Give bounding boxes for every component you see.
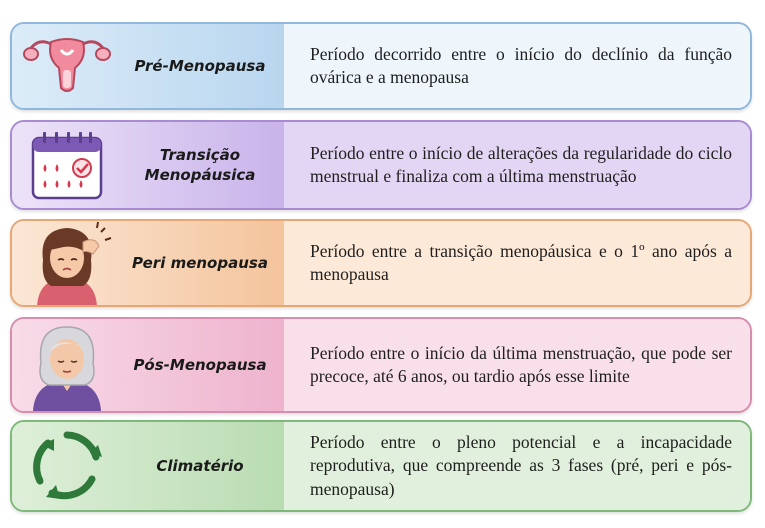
phase-row-peri-menopausa xyxy=(10,219,752,307)
phase-description xyxy=(284,319,750,411)
phase-label-panel xyxy=(12,24,284,108)
phase-label-panel xyxy=(12,319,284,411)
phase-label xyxy=(122,145,284,186)
phase-row-pre-menopausa xyxy=(10,22,752,110)
phase-description xyxy=(284,24,750,108)
phase-label: Peri menopausa xyxy=(132,253,268,272)
phase-label-line: Transição xyxy=(159,145,241,164)
phase-label-panel xyxy=(12,221,284,305)
phase-label: Pré-Menopausa xyxy=(134,56,266,75)
phase-label: Climatério xyxy=(156,456,244,475)
phase-description-text: Período decorrido entre o início do declínio da função ovárica e a menopausa xyxy=(310,43,732,87)
phase-label-panel xyxy=(12,422,284,510)
phase-row-transicao-menopausica xyxy=(10,120,752,210)
phase-description xyxy=(284,221,750,305)
phase-description-text: Período entre o início da última menstruação, que pode ser precoce, até 6 anos, ou tardio após esse limite xyxy=(310,342,732,386)
calendar-icon xyxy=(12,122,122,208)
phase-row-pos-menopausa xyxy=(10,317,752,413)
phase-label-line: Menopáusica xyxy=(144,166,256,184)
woman-headache-icon xyxy=(12,221,122,305)
phase-description xyxy=(284,122,750,208)
phase-description-text: Período entre o pleno potencial e a incapacidade reprodutiva, que compreende as 3 fases (pré, peri e pós-menopausa) xyxy=(310,432,732,499)
older-woman-icon xyxy=(12,319,122,411)
phase-label: Pós-Menopausa xyxy=(133,355,267,374)
phase-description-text: Período entre a transição menopáusica e o 1º ano após a menopausa xyxy=(310,240,732,284)
uterus-icon xyxy=(12,24,122,108)
cycle-arrows-icon xyxy=(12,422,122,510)
phase-label-panel xyxy=(12,122,284,208)
phase-description-text: Período entre o início de alterações da regularidade do ciclo menstrual e finaliza com a última menstruação xyxy=(310,142,732,186)
phase-description xyxy=(284,422,750,510)
phase-row-climaterio xyxy=(10,420,752,512)
